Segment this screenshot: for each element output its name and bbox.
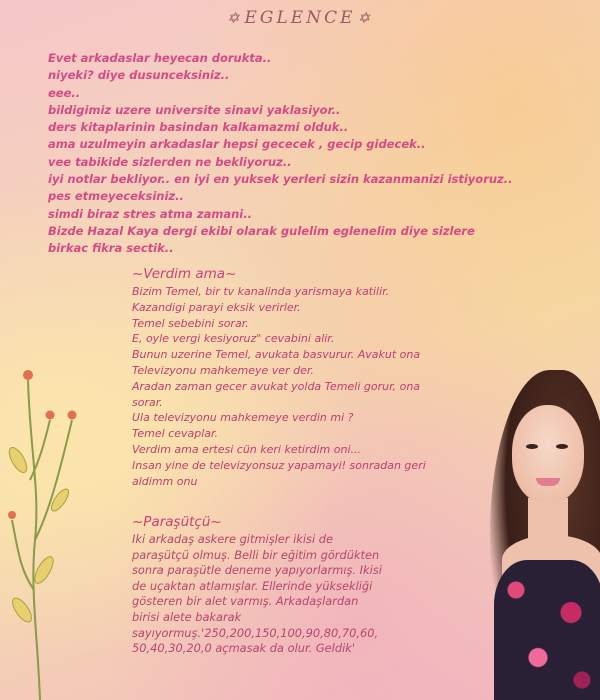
flower-illustration bbox=[0, 360, 110, 700]
joke-line: paraşütçü olmuş. Belli bir eğitim gördükten bbox=[132, 547, 380, 562]
eye-right bbox=[556, 444, 568, 449]
intro-line: Bizde Hazal Kaya dergi ekibi olarak gulelim eglenelim diye sizlere birkac fikra sectik.. bbox=[48, 223, 475, 256]
joke-line: Bunun uzerine Temel, avukata basvurur. Avakut ona bbox=[132, 348, 421, 362]
page-title-text: EGLENCE bbox=[244, 8, 356, 28]
joke-line: de uçaktan atlamışlar. Ellerinde yüksekliği bbox=[132, 578, 373, 593]
intro-paragraph bbox=[48, 50, 518, 258]
intro-line: bildigimiz uzere universite sinavi yaklasiyor.. bbox=[48, 102, 341, 117]
joke-line: Ula televizyonu mahkemeye verdin mi ? bbox=[132, 411, 354, 425]
joke-line: sorar. bbox=[132, 395, 163, 409]
intro-line: eee.. bbox=[48, 85, 81, 100]
joke-line: sonra paraşütle deneme yapıyorlarmış. Ikisi bbox=[132, 563, 382, 578]
joke-line: aldimm onu bbox=[132, 474, 198, 488]
page-title bbox=[0, 8, 600, 28]
face-shape bbox=[512, 405, 584, 503]
star-right-icon: ✡ bbox=[357, 9, 374, 27]
joke-line: Temel sebebini sorar. bbox=[132, 316, 249, 330]
joke-line: 50,40,30,20,0 açmasak da olur. Geldik' bbox=[132, 641, 355, 656]
intro-line: ama uzulmeyin arkadaslar hepsi gececek , gecip gidecek.. bbox=[48, 137, 426, 152]
star-left-icon: ✡ bbox=[226, 9, 243, 27]
joke-line: birisi alete bakarak bbox=[132, 609, 242, 624]
joke-line: Insan yine de televizyonsuz yapamayi! sonradan geri bbox=[132, 458, 426, 472]
intro-line: pes etmeyeceksiniz.. bbox=[48, 189, 184, 204]
joke-line: Verdim ama ertesi cün keri ketirdim oni... bbox=[132, 442, 361, 456]
joke-line: Temel cevaplar. bbox=[132, 427, 219, 441]
portrait-photo bbox=[482, 360, 600, 700]
joke-line: Bizim Temel, bir tv kanalinda yarismaya katilir. bbox=[132, 285, 390, 298]
intro-line: vee tabikide sizlerden ne bekliyoruz.. bbox=[48, 154, 292, 169]
joke-line: Iki arkadaş askere gitmişler ikisi de bbox=[132, 532, 333, 546]
joke-heading: ~Paraşütçü~ bbox=[132, 514, 222, 530]
neck-shape bbox=[528, 498, 568, 543]
intro-line: Evet arkadaslar heyecan dorukta.. bbox=[48, 51, 272, 65]
joke-line: Kazandigi parayi eksik verirler. bbox=[132, 300, 301, 314]
intro-line: iyi notlar bekliyor.. en iyi en yuksek yerleri sizin kazanmanizi istiyoruz.. bbox=[48, 172, 513, 187]
eye-left bbox=[526, 444, 538, 449]
joke-line: sayıyormuş.'250,200,150,100,90,80,70,60, bbox=[132, 625, 379, 640]
intro-line: niyeki? diye dusunceksiniz.. bbox=[48, 68, 230, 83]
intro-line: ders kitaplarinin basindan kalkamazmi olduk.. bbox=[48, 120, 349, 135]
joke-verdim-ama bbox=[132, 266, 472, 489]
joke-line: Aradan zaman gecer avukat yolda Temeli gorur, ona bbox=[132, 379, 421, 393]
joke-heading: ~Verdim ama~ bbox=[132, 266, 237, 282]
floral-dress bbox=[494, 560, 600, 700]
joke-line: E, oyle vergi kesiyoruz" cevabini alir. bbox=[132, 332, 335, 346]
joke-parasutcu bbox=[132, 514, 472, 657]
joke-line: Televizyonu mahkemeye ver der. bbox=[132, 363, 314, 377]
intro-line: simdi biraz stres atma zamani.. bbox=[48, 206, 252, 221]
joke-line: gösteren bir alet varmış. Arkadaşlardan bbox=[132, 594, 359, 609]
